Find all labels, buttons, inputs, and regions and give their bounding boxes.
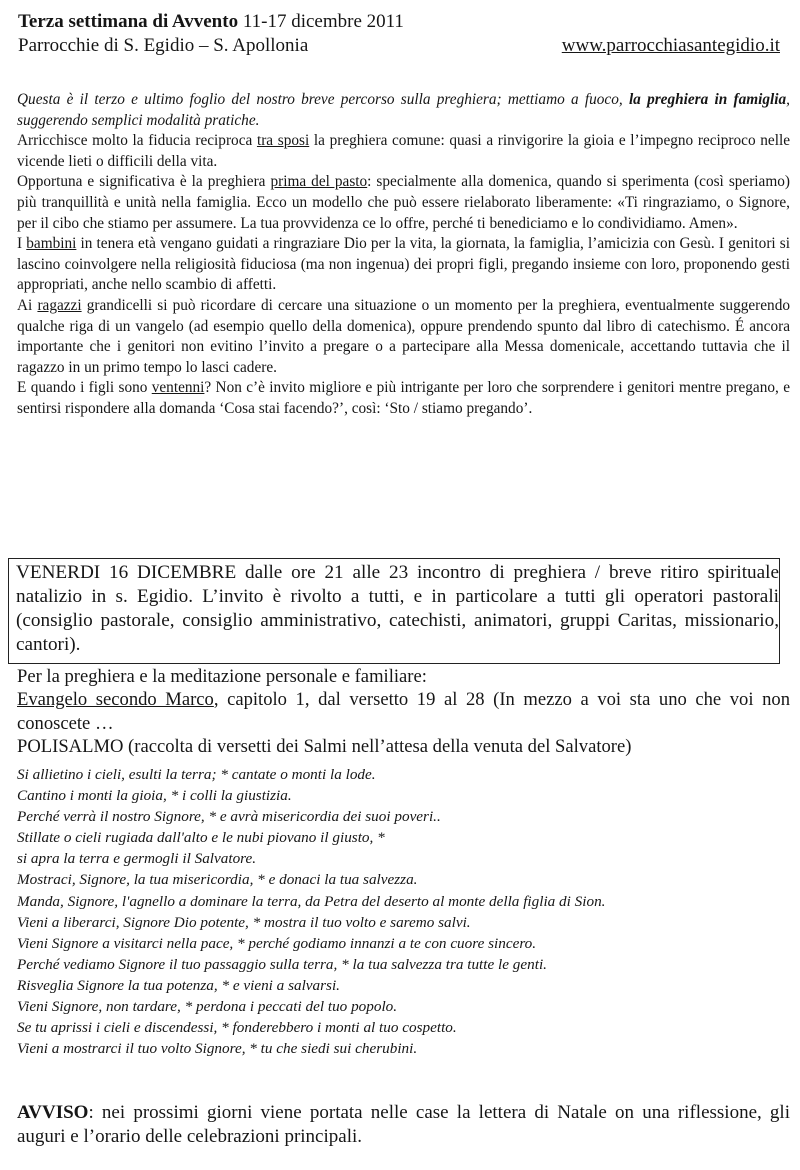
paragraph-text: E quando i figli sono bbox=[17, 379, 148, 397]
date-range: 11-17 dicembre 2011 bbox=[242, 11, 404, 32]
psalm-line: Cantino i monti la gioia, * i colli la giustizia. bbox=[17, 787, 292, 805]
gospel-passage: , capitolo 1, dal versetto 19 al 28 (In mezzo a voi sta uno che voi non conoscete … bbox=[17, 689, 790, 734]
paragraph-text: Opportuna e significativa è la preghiera bbox=[17, 173, 266, 191]
meditation-intro: Per la preghiera e la meditazione personale e familiare: bbox=[17, 666, 427, 687]
paragraph-text: Arricchisce molto la fiducia reciproca bbox=[17, 132, 253, 150]
notice-section bbox=[17, 1101, 790, 1149]
intro-text-end: , suggerendo semplici modalità pratiche. bbox=[17, 91, 790, 129]
underlined-term: ventenni bbox=[151, 379, 205, 397]
gospel-title: Evangelo secondo Marco bbox=[17, 689, 214, 711]
paragraph-text: grandicelli si può ricordare di cercare una situazione o un momento per la preghiera, eventualmente suggerendo qualche riga di un vangelo (ad esempio quello della domenica), oppure prendendo spunto dal libro di catechismo. É ancora importante che i genitori non evitino l’invito a pregare o a partecipare alla Messa domenicale, accettando tuttavia che il ragazzo in un primo tempo lo lasci cadere. bbox=[17, 296, 790, 376]
psalm-line: Perché vediamo Signore il tuo passaggio sulla terra, * la tua salvezza tra tutte le genti. bbox=[17, 955, 547, 973]
psalm-line: Vieni a liberarci, Signore Dio potente, * mostra il tuo volto e saremo salvi. bbox=[17, 913, 471, 931]
intro-emphasis: la preghiera in famiglia bbox=[628, 91, 787, 108]
notice-label: AVVISO bbox=[17, 1102, 89, 1123]
psalm-line: Si allietino i cieli, esulti la terra; * cantate o monti la lode. bbox=[17, 766, 376, 783]
notice-text: : nei prossimi giorni viene portata nelle case la lettera di Natale on una riflessione, gli auguri e l’orario delle celebrazioni principali. bbox=[17, 1102, 790, 1147]
parish-line bbox=[18, 34, 788, 58]
paragraph-meal bbox=[17, 172, 790, 234]
title-line bbox=[18, 10, 788, 34]
page-title: Terza settimana di Avvento bbox=[18, 11, 239, 32]
gospel-reference bbox=[17, 688, 790, 735]
paragraph-spouses bbox=[17, 131, 790, 172]
intro-text: Questa è il terzo e ultimo foglio del nostro breve percorso sulla preghiera; mettiamo a fuoco, bbox=[17, 91, 623, 108]
intro-section bbox=[17, 90, 790, 420]
psalm-verses bbox=[17, 764, 790, 1059]
underlined-term: bambini bbox=[26, 235, 77, 253]
paragraph-text: Ai bbox=[17, 296, 33, 314]
event-notice-box bbox=[8, 558, 780, 664]
meditation-section bbox=[17, 665, 790, 759]
psalm-line: Risveglia Signore la tua potenza, * e vieni a salvarsi. bbox=[17, 976, 340, 994]
paragraph-text: ? Non c’è invito migliore e più intrigante per loro che sorprendere i genitori mentre pregano, e sentirsi rispondere alla domanda ‘Cosa stai facendo?’, così: ‘Sto / stiamo pregando’. bbox=[17, 379, 790, 417]
psalm-line: Stillate o cieli rugiada dall'alto e le nubi piovano il giusto, * bbox=[17, 829, 385, 847]
underlined-term: prima del pasto bbox=[270, 173, 368, 191]
website-link[interactable]: www.parrocchiasantegidio.it bbox=[561, 35, 780, 56]
psalm-line: Vieni Signore, non tardare, * perdona i peccati del tuo popolo. bbox=[17, 998, 398, 1016]
paragraph-kids bbox=[17, 296, 790, 378]
psalm-line: Se tu aprissi i cieli e discendessi, * fonderebbero i monti al tuo cospetto. bbox=[17, 1019, 457, 1037]
paragraph-text: in tenera età vengano guidati a ringraziare Dio per la vita, la giornata, la famiglia, l’amicizia con Gesù. I genitori si lascino coinvolgere nella religiosità fiduciosa (ma non ingenua) dei propri figli, pregando insieme con loro, proponendo gesti appropriati, anche nello scambio di affetti. bbox=[17, 235, 791, 294]
event-notice-text: VENERDI 16 DICEMBRE dalle ore 21 alle 23 incontro di preghiera / breve ritiro spirituale natalizio in s. Egidio. L’invito è rivolto a tutti, e in particolare a tutti gli operatori pastorali (consiglio pastorale, consiglio amministrativo, catechisti, animatori, gruppi Caritas, missionario, cantori). bbox=[16, 562, 779, 655]
underlined-term: ragazzi bbox=[37, 296, 82, 314]
psalm-line: Perché verrà il nostro Signore, * e avrà misericordia dei suoi poveri.. bbox=[17, 808, 441, 826]
paragraph-text: : specialmente alla domenica, quando si sperimenta (così speriamo) più tranquillità e unità nella famiglia. Ecco un modello che può essere rielaborato liberamente: «Ti ringraziamo, o Signore, per il cibo che stiamo per assumere. La tua provvidenza ce lo offre, perché ti benediciamo e lo condividiamo. Amen». bbox=[17, 173, 790, 232]
underlined-term: tra sposi bbox=[256, 132, 310, 150]
psalm-line: Manda, Signore, l'agnello a dominare la terra, da Petra del deserto al monte della figlia di Sion. bbox=[17, 892, 606, 910]
psalm-line: Vieni a mostrarci il tuo volto Signore, * tu che siedi sui cherubini. bbox=[17, 1040, 418, 1058]
psalm-line: si apra la terra e germogli il Salvatore. bbox=[17, 850, 257, 868]
paragraph-twenties bbox=[17, 378, 790, 419]
psalm-line: Vieni Signore a visitarci nella pace, * perché godiamo innanzi a te con cuore sincero. bbox=[17, 934, 537, 952]
psalm-line: Mostraci, Signore, la tua misericordia, * e donaci la tua salvezza. bbox=[17, 871, 418, 889]
intro-paragraph-1 bbox=[17, 90, 790, 131]
polisalmo-heading: POLISALMO (raccolta di versetti dei Salmi nell’attesa della venuta del Salvatore) bbox=[17, 736, 632, 758]
header bbox=[18, 10, 788, 58]
paragraph-children bbox=[17, 234, 790, 296]
paragraph-text: la preghiera comune: quasi a rinvigorire la gioia e l’impegno reciproco nelle vicende lieti o difficili della vita. bbox=[17, 132, 790, 170]
paragraph-text: I bbox=[17, 235, 23, 253]
parish-names: Parrocchie di S. Egidio – S. Apollonia bbox=[18, 35, 309, 56]
